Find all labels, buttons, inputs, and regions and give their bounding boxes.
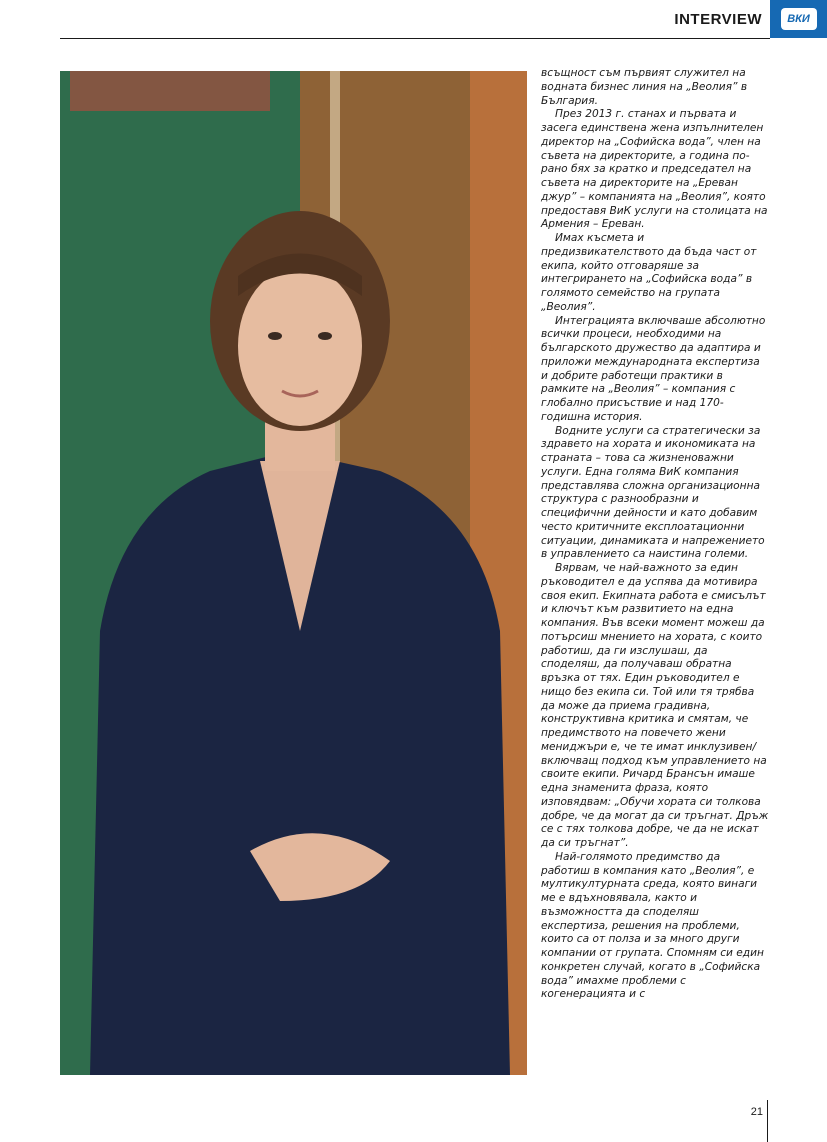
right-eye (318, 332, 332, 340)
section-label: INTERVIEW (674, 11, 762, 28)
article-paragraph: Водните услуги са стратегически за здравето на хората и икономиката на страната – това са жизненоважни услуги. Една голяма ВиК компания представлява сложна организационна структура с разнообразни и специфични дейности и като добавим често критичните експлоатационни ситуации, динамиката и напрежението в управлението са наистина големи. (541, 424, 765, 561)
face (238, 266, 362, 426)
article-body (541, 67, 769, 1002)
magazine-logo (770, 0, 827, 38)
article-paragraph: Интеграцията включваше абсолютно всички процеси, необходими на българското дружество да адаптира и приложи международната експертиза и добрите работещи практики в рамките на „Веолия” – компания с глобално присъствие и над 170-годишна история. (541, 314, 766, 423)
red-banner (70, 71, 270, 111)
magazine-logo-mark: ВКИ (781, 8, 817, 30)
footer-rule (767, 1100, 768, 1142)
article-paragraph: През 2013 г. станах и първата и засега единствена жена изпълнителен директор на „Софийска вода”, член на съвета на директорите, а година по-рано бях за кратко и председател на съвета на директорите на „Ереван джур” – компанията на „Веолия”, която предоставя ВиК услуги на столицата на Армения – Ереван. (541, 108, 768, 231)
article-paragraph: Вярвам, че най-важното за един ръководител е да успява да мотивира своя екип. Екипната работа е смисълът и ключът към развитието на една компания. Във всеки момент можеш да потърсиш мнението на хората, с които работиш, да ги изслушаш, да споделяш, да получаваш обратна връзка от тях. Един ръководител е нищо без екипа си. Той или тя трябва да може да приема градивна, конструктивна критика и смятам, че предимството на повечето жени мениджъри е, че те имат инклузивен/ включващ подход към управлението на своите екипи. Ричард Брансън имаше една знаменита фраза, която изповядвам: „Обучи хората си толкова добре, че да могат да си тръгнат. Дръж се с тях толкова добре, че да не искат да си тръгнат”. (541, 562, 769, 849)
article-paragraph: Имах късмета и предизвикателството да бъда част от екипа, който отговаряше за интегрирането на „Софийска вода” в голямото семейство на групата „Веолия”. (541, 232, 757, 313)
portrait-photo (60, 71, 527, 1075)
left-eye (268, 332, 282, 340)
page-number: 21 (750, 1106, 763, 1118)
article-paragraph: всъщност съм първият служител на водната бизнес линия на „Веолия” в България. (541, 67, 748, 107)
header-rule (60, 38, 770, 39)
portrait-illustration (60, 71, 527, 1075)
article-paragraph: Най-голямото предимство да работиш в компания като „Веолия”, е мултикултурната среда, която винаги ме е вдъхновявала, както и възможността да споделяш експертиза, решения на проблеми, които са от полза и за много други компании от групата. Спомням си един конкретен случай, когато в „Софийска вода” имахме проблеми с когенерацията и с (541, 850, 764, 1001)
